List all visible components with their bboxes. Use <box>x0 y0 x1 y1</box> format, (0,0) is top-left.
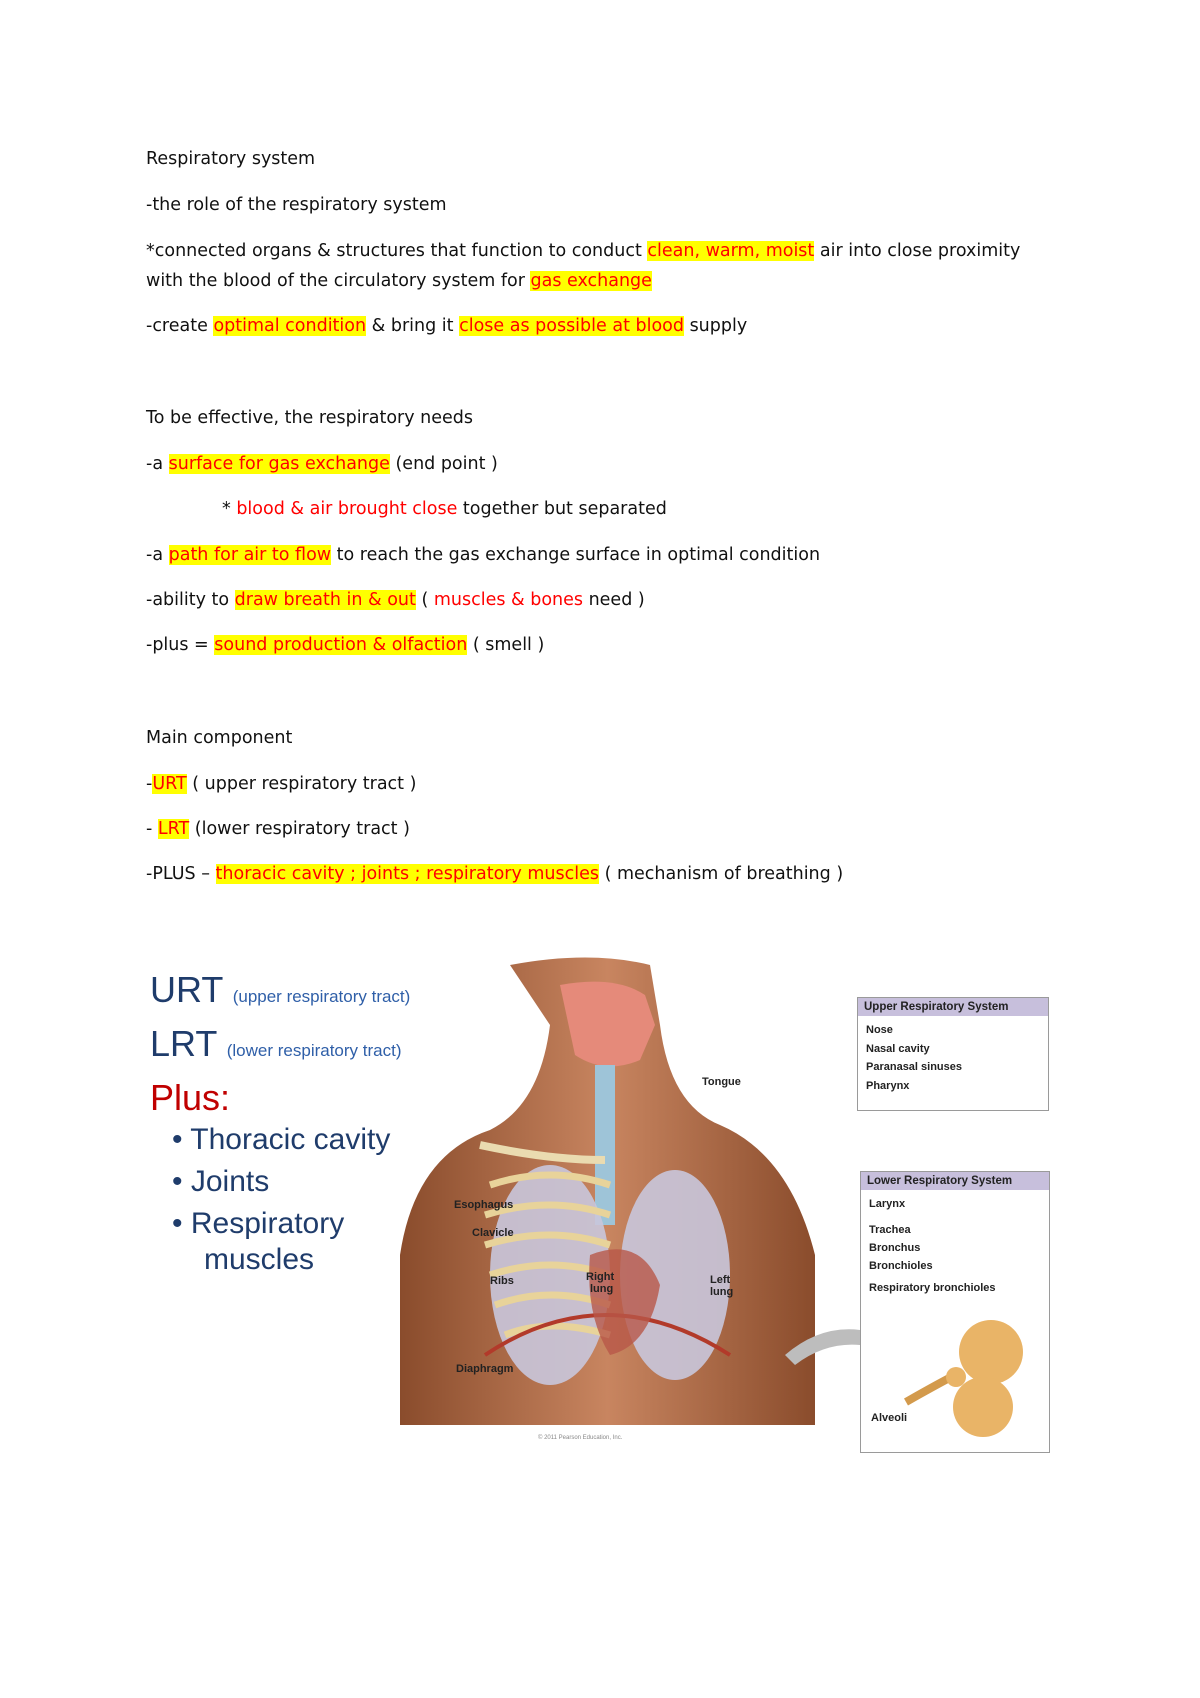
highlight: draw breath in & out <box>234 590 416 610</box>
create-line <box>146 318 747 336</box>
plus-line <box>146 637 544 655</box>
text: ( smell ) <box>467 635 545 655</box>
highlight: path for air to flow <box>168 545 332 565</box>
label-left-lung-2: lung <box>710 1286 734 1298</box>
lower-item-bronchioles: Bronchioles <box>869 1260 933 1272</box>
label-tongue: Tongue <box>702 1076 741 1088</box>
urt-line <box>146 776 416 794</box>
text: (lower respiratory tract ) <box>189 819 410 839</box>
text: -create <box>146 316 214 336</box>
text: -a <box>146 454 169 474</box>
highlight: LRT <box>157 819 190 839</box>
text: to reach the gas exchange surface in optimal condition <box>331 545 821 565</box>
text: - <box>146 819 158 839</box>
text: ( mechanism of breathing ) <box>599 864 844 884</box>
label-esophagus: Esophagus <box>454 1199 514 1211</box>
text: * <box>222 499 237 519</box>
path-line <box>146 547 820 565</box>
upper-item-nasal-cavity: Nasal cavity <box>866 1043 930 1055</box>
text: -PLUS – <box>146 864 216 884</box>
highlight: gas exchange <box>530 271 652 291</box>
role-line-2 <box>146 273 652 291</box>
label-clavicle: Clavicle <box>472 1227 514 1239</box>
effective-heading: To be effective, the respiratory needs <box>146 408 474 428</box>
lower-item-resp-bronchioles: Respiratory bronchioles <box>869 1282 996 1294</box>
highlight: sound production & olfaction <box>214 635 468 655</box>
text: -ability to <box>146 590 235 610</box>
lrt-sub: (lower respiratory tract) <box>226 1041 402 1060</box>
label-right-lung-2: lung <box>590 1283 614 1295</box>
role-line-1 <box>146 243 1020 261</box>
bullet-muscles <box>204 1243 314 1276</box>
red-text: blood & air brought close <box>236 499 458 519</box>
upper-system-box <box>857 997 1049 1111</box>
role-heading: -the role of the respiratory system <box>146 195 447 215</box>
bullet-respiratory: • Respiratory <box>172 1207 345 1240</box>
text: together but separated <box>457 499 667 519</box>
bullet-text: Respiratory <box>190 1207 345 1240</box>
lower-item-bronchus: Bronchus <box>869 1242 921 1254</box>
alveoli-illustration <box>901 1312 1041 1442</box>
lower-box-title: Lower Respiratory System <box>861 1172 1049 1190</box>
text: *connected organs & structures that function to conduct <box>146 241 648 261</box>
text: air into close proximity <box>814 241 1021 261</box>
trachea-shape <box>595 1065 615 1225</box>
highlight: clean, warm, moist <box>647 241 815 261</box>
plus2-line <box>146 866 843 884</box>
bullet-joints: • Joints <box>172 1165 270 1198</box>
anatomy-illustration <box>390 955 820 1425</box>
respiratory-figure <box>150 955 1050 1465</box>
highlight: optimal condition <box>213 316 367 336</box>
upper-item-nose: Nose <box>866 1024 893 1036</box>
text: - <box>146 774 153 794</box>
label-diaphragm: Diaphragm <box>456 1363 514 1375</box>
notes-title: Respiratory system <box>146 149 316 169</box>
text: ( upper respiratory tract ) <box>186 774 417 794</box>
lower-system-box <box>860 1171 1050 1453</box>
lrt-heading <box>150 1023 402 1065</box>
text: supply <box>684 316 748 336</box>
blood-line <box>222 501 667 519</box>
text: & bring it <box>366 316 460 336</box>
bullet-text: Thoracic cavity <box>190 1123 391 1156</box>
text: with the blood of the circulatory system for <box>146 271 531 291</box>
lower-item-alveoli: Alveoli <box>871 1412 908 1424</box>
text: need ) <box>583 590 645 610</box>
upper-item-pharynx: Pharynx <box>866 1080 910 1092</box>
highlight: surface for gas exchange <box>168 454 390 474</box>
red-text: muscles & bones <box>433 590 584 610</box>
label-left-lung: Left <box>710 1274 731 1286</box>
label-right-lung: Right <box>586 1271 615 1283</box>
bullet-text: muscles <box>204 1243 315 1276</box>
lrt-line <box>146 821 410 839</box>
plus-heading: Plus: <box>150 1077 231 1118</box>
figure-credit: © 2011 Pearson Education, Inc. <box>538 1435 623 1441</box>
lower-item-trachea: Trachea <box>869 1224 911 1236</box>
highlight: URT <box>152 774 187 794</box>
surface-line <box>146 456 498 474</box>
text: ( <box>415 590 434 610</box>
lower-item-larynx: Larynx <box>869 1198 906 1210</box>
text: (end point ) <box>389 454 498 474</box>
text: -plus = <box>146 635 215 655</box>
highlight: thoracic cavity ; joints ; respiratory muscles <box>215 864 600 884</box>
upper-box-title: Upper Respiratory System <box>858 998 1048 1016</box>
urt-label: URT <box>150 969 223 1010</box>
label-ribs: Ribs <box>490 1275 514 1287</box>
bullet-text: Joints <box>190 1165 270 1198</box>
urt-heading <box>150 969 410 1011</box>
highlight: close as possible at blood <box>459 316 684 336</box>
draw-line <box>146 592 645 610</box>
upper-item-sinuses: Paranasal sinuses <box>866 1061 963 1073</box>
text: -a <box>146 545 169 565</box>
lrt-label: LRT <box>150 1023 217 1064</box>
main-heading: Main component <box>146 728 293 748</box>
urt-sub: (upper respiratory tract) <box>232 987 411 1006</box>
bullet-thoracic: • Thoracic cavity <box>172 1123 391 1156</box>
